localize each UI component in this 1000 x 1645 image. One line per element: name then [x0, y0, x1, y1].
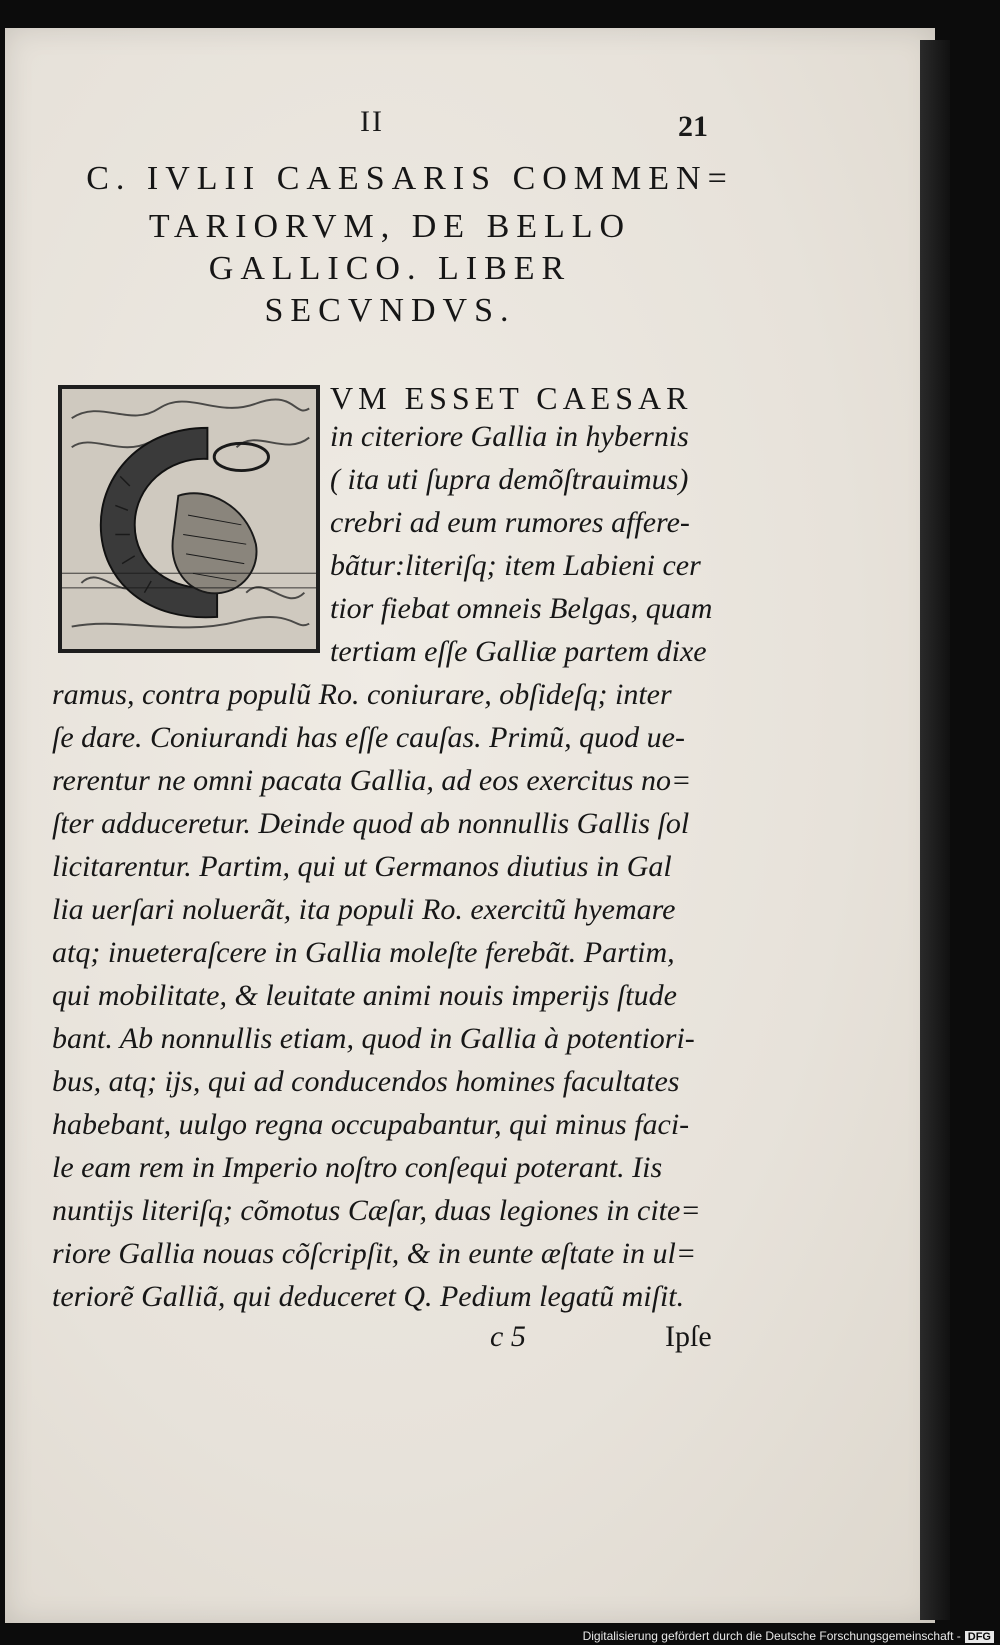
decorated-initial-c [58, 385, 320, 653]
catchword: Ipſe [665, 1320, 712, 1353]
text-line: ſter adduceretur. Deinde quod ab nonnullis Gallis ſol [52, 807, 690, 840]
title-line-2: TARIORVM, DE BELLO [148, 208, 632, 245]
text-line: ſe dare. Coniurandi has eſſe cauſas. Primũ, quod ue- [52, 721, 685, 754]
title-line-3: GALLICO. LIBER [208, 250, 572, 287]
book-gutter [920, 40, 950, 1620]
text-line: lia uerſari noluerãt, ita populi Ro. exercitũ hyemare [52, 893, 676, 926]
signature-mark: c 5 [490, 1320, 526, 1353]
text-line: ( ita uti ſupra demõſtrauimus) [330, 463, 689, 496]
text-line: bant. Ab nonnullis etiam, quod in Gallia à potentiori- [52, 1022, 695, 1055]
text-line: riore Gallia nouas cõſcripſit, & in eunte æſtate in ul= [52, 1237, 697, 1270]
title-line-1: C. IVLII CAESARIS COMMEN= [86, 160, 734, 197]
text-line: atq; inueteraſcere in Gallia moleſte ferebãt. Partim, [52, 936, 675, 969]
text-line: habebant, uulgo regna occupabantur, qui minus faci- [52, 1108, 690, 1141]
text-line: le eam rem in Imperio noſtro conſequi poterant. Iis [52, 1151, 663, 1184]
title-line-4: SECVNDVS. [264, 292, 516, 329]
text-line: rerentur ne omni pacata Gallia, ad eos exercitus no= [52, 764, 692, 797]
digitization-credit [583, 1629, 994, 1643]
text-line: crebri ad eum rumores affere- [330, 506, 690, 539]
text-line: qui mobilitate, & leuitate animi nouis imperijs ſtude [52, 979, 677, 1012]
text-line: tior fiebat omneis Belgas, quam [330, 592, 713, 625]
gathering-mark: II [360, 105, 384, 138]
text-line: licitarentur. Partim, qui ut Germanos diutius in Gal [52, 850, 672, 883]
text-line: tertiam eſſe Galliæ partem dixe [330, 635, 707, 668]
opening-line: VM ESSET CAESAR [330, 380, 693, 416]
text-line: bãtur:literiſq; item Labieni cer [330, 549, 701, 582]
text-line: ramus, contra populũ Ro. coniurare, obſideſq; inter [52, 678, 672, 711]
text-line: bus, atq; ijs, qui ad conducendos homines facultates [52, 1065, 680, 1098]
text-line: teriorẽ Galliã, qui deduceret Q. Pedium legatũ miſit. [52, 1280, 685, 1313]
page-number: 21 [678, 110, 708, 143]
woodcut-illustration-icon [62, 389, 316, 649]
dfg-logo: DFG [965, 1631, 994, 1643]
text-line: in citeriore Gallia in hybernis [330, 420, 689, 453]
text-line: nuntijs literiſq; cõmotus Cæſar, duas legiones in cite= [52, 1194, 701, 1227]
credit-text: Digitalisierung gefördert durch die Deutsche Forschungsgemeinschaft - [582, 1629, 961, 1643]
